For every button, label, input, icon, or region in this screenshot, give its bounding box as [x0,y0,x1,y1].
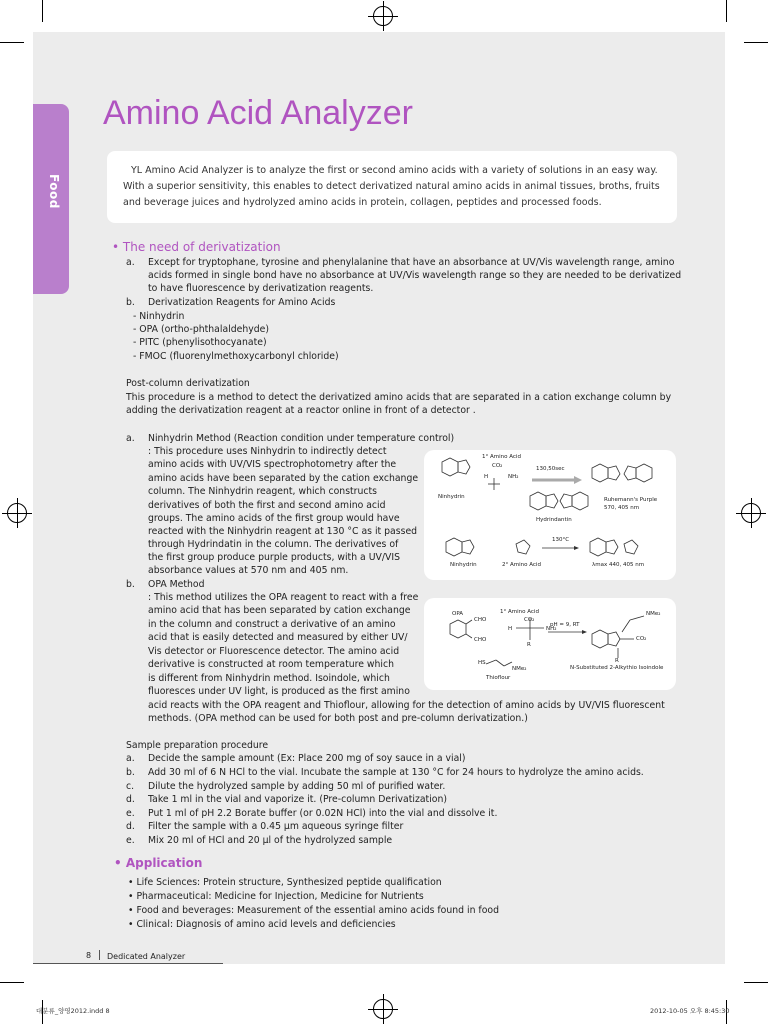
list-label: a. [126,257,135,268]
registration-mark-icon [7,503,27,523]
diagram-label: CHO [474,617,487,623]
sample-step: Take 1 ml in the vial and vaporize it. (Pre-column Derivatization) [148,794,447,805]
diagram-label: R [527,642,531,648]
need-a-line: to have fluorescence by derivatization reagents. [148,283,374,294]
page-number: 8 [86,951,92,960]
opa-heading: OPA Method [148,579,205,590]
list-label: e. [126,808,135,819]
registration-mark-icon [373,6,393,26]
footer-divider [99,950,100,960]
post-column-heading: Post-column derivatization [126,378,250,389]
post-column-line: This procedure is a method to detect the derivatized amino acids that are separated in a cation exchange column by [126,392,672,403]
registration-mark-icon [741,503,761,523]
need-b-text: Derivatization Reagents for Amino Acids [148,297,336,308]
list-label: b. [126,297,135,308]
ninhydrin-line: derivatives of both the first and second amino acid [148,500,386,511]
application-item: • Clinical: Diagnosis of amino acid levels and deficiencies [128,919,396,930]
diagram-label: pH = 9, RT [550,622,580,628]
footer-section: Dedicated Analyzer [107,952,186,961]
diagram-label: 1° Amino Acid [500,609,539,615]
sample-prep-heading: Sample preparation procedure [126,740,269,751]
diagram-label: NH₂ [508,474,519,480]
ninhydrin-line: groups. The amino acids of the first group would have [148,513,400,524]
list-label: d. [126,821,135,832]
diagram-label: CHO [474,637,487,643]
diagram-label: NH₂ [546,626,557,632]
list-label: e. [126,835,135,846]
diagram-label: Ninhydrin [450,562,477,568]
footer-rule [33,963,223,964]
opa-reaction-diagram [424,598,676,690]
crop-mark [726,0,727,22]
need-a-line: Except for tryptophane, tyrosine and phenylalanine that have an absorbance at UV/Vis wavelength range, amino [148,257,675,268]
ninhydrin-line: through Hydrindatin in the column. The derivatives of [148,539,399,550]
reagent-item: - Ninhydrin [133,311,185,322]
diagram-label: Ruhemann's Purple [604,497,658,503]
post-column-line: adding the derivatization reagent at a reactor online in front of a detector . [126,405,476,416]
diagram-label: H [484,474,489,480]
crop-mark [744,42,768,43]
list-label: a. [126,753,135,764]
intro-text: YL Amino Acid Analyzer is to analyze the first or second amino acids with a variety of solutions in an easy way. With a superior sensitivity, this enables to detect derivatized natural amino acids in animal tissues, broths, fruits and beverage juices and hydrolyzed amino acids in protein, collagen, peptides and processed foods. [123,165,660,208]
need-heading: • The need of derivatization [112,240,281,254]
diagram-label: OPA [452,611,464,617]
print-slug-left: 대분류_양영2012.indd 8 [36,1007,110,1015]
list-label: b. [126,579,135,590]
ninhydrin-line: column. The Ninhydrin reagent, which constructs [148,486,377,497]
reagent-item: - PITC (phenylisothocyanate) [133,337,267,348]
sample-step: Decide the sample amount (Ex: Place 200 mg of soy sauce in a vial) [148,753,466,764]
ninhydrin-line: amino acids with UV/VIS spectrophotometry after the [148,459,397,470]
opa-line: is different from Ninhydrin method. Isoindole, which [148,673,390,684]
print-slug-right: 2012-10-05 오후 8:45:30 [650,1007,730,1015]
diagram-label: CO₂ [636,636,647,642]
ninhydrin-line: the first group produce purple products, with a UV/VIS [148,552,400,563]
diagram-label: NMe₂ [646,611,661,617]
ninhydrin-line: absorbance values at 570 nm and 405 nm. [148,565,349,576]
opa-line: acid that is easily detected and measured by either UV/ [148,632,408,643]
diagram-label: Ninhydrin [438,494,465,500]
need-a-line: acids formed in single bond have no absorbance at UV/Vis wavelength range so they are needed to be derivatized [148,270,682,281]
crop-mark [0,42,24,43]
crop-mark [0,982,24,983]
list-label: a. [126,433,135,444]
diagram-label: CO₂ [524,617,535,623]
diagram-label: Thioflour [486,675,511,681]
application-heading: • Application [114,856,203,870]
diagram-label: H [508,626,513,632]
reagent-item: - OPA (ortho-phthalaldehyde) [133,324,269,335]
section-tab [33,104,69,294]
diagram-label: 570, 405 nm [604,505,640,511]
reagent-item: - FMOC (fluorenylmethoxycarbonyl chloride) [133,351,339,362]
ninhydrin-line: reacted with the Ninhydrin reagent at 130 °C as it passed [148,526,418,537]
intro-box [107,151,677,223]
diagram-label: R [615,658,619,664]
ninhydrin-line: : This procedure uses Ninhydrin to indirectly detect [148,446,387,457]
ninhydrin-line: amino acids have been separated by the cation exchange [148,473,419,484]
diagram-label: Hydrindantin [536,517,572,523]
opa-line: in the column and construct a derivative of an amino [148,619,396,630]
diagram-label: NMe₂ [512,666,527,672]
diagram-label: CO₂ [492,463,503,469]
page-title: Amino Acid Analyzer [103,94,413,132]
registration-mark-icon [373,999,393,1019]
diagram-label: 130,50sec [536,466,565,472]
ninhydrin-reaction-diagram [424,450,676,580]
opa-line: methods. (OPA method can be used for both post and pre-column derivatization.) [148,713,528,724]
list-label: d. [126,794,135,805]
crop-mark [744,982,768,983]
application-item: • Life Sciences: Protein structure, Synthesized peptide qualification [128,877,442,888]
application-item: • Food and beverages: Measurement of the essential amino acids found in food [128,905,499,916]
diagram-label: λmax 440, 405 nm [592,562,645,568]
opa-line: : This method utilizes the OPA reagent to react with a free [148,592,419,603]
list-label: c. [126,781,135,792]
sample-step: Filter the sample with a 0.45 μm aqueous syringe filter [148,821,404,832]
section-tab-label: Food [47,174,61,209]
sample-step: Mix 20 ml of HCl and 20 μl of the hydrolyzed sample [148,835,393,846]
sample-step: Put 1 ml of pH 2.2 Borate buffer (or 0.02N HCl) into the vial and dissolve it. [148,808,498,819]
sample-step: Add 30 ml of 6 N HCl to the vial. Incubate the sample at 130 °C for 24 hours to hydrolyze the amino acids. [148,767,644,778]
opa-line: derivative is constructed at room temperature which [148,659,395,670]
diagram-label: 2° Amino Acid [502,562,541,568]
opa-line: amino acid that has been separated by cation exchange [148,605,411,616]
application-item: • Pharmaceutical: Medicine for Injection, Medicine for Nutrients [128,891,424,902]
opa-line: Vis detector or Fluorescence detector. The amino acid [148,646,400,657]
sample-step: Dilute the hydrolyzed sample by adding 50 ml of purified water. [148,781,446,792]
diagram-label: N-Substituted 2-Alkythio Isoindole [570,665,664,671]
ninhydrin-heading: Ninhydrin Method (Reaction condition under temperature control) [148,433,455,444]
opa-line: fluoresces under UV light, is produced as the first amino [148,686,410,697]
diagram-label: 1° Amino Acid [482,454,521,460]
diagram-label: 130°C [552,537,570,543]
diagram-label: HS [478,660,486,666]
opa-line: acid reacts with the OPA reagent and Thioflour, allowing for the detection of amino acids by UV/VIS fluorescent [148,700,665,711]
crop-mark [42,0,43,22]
list-label: b. [126,767,135,778]
